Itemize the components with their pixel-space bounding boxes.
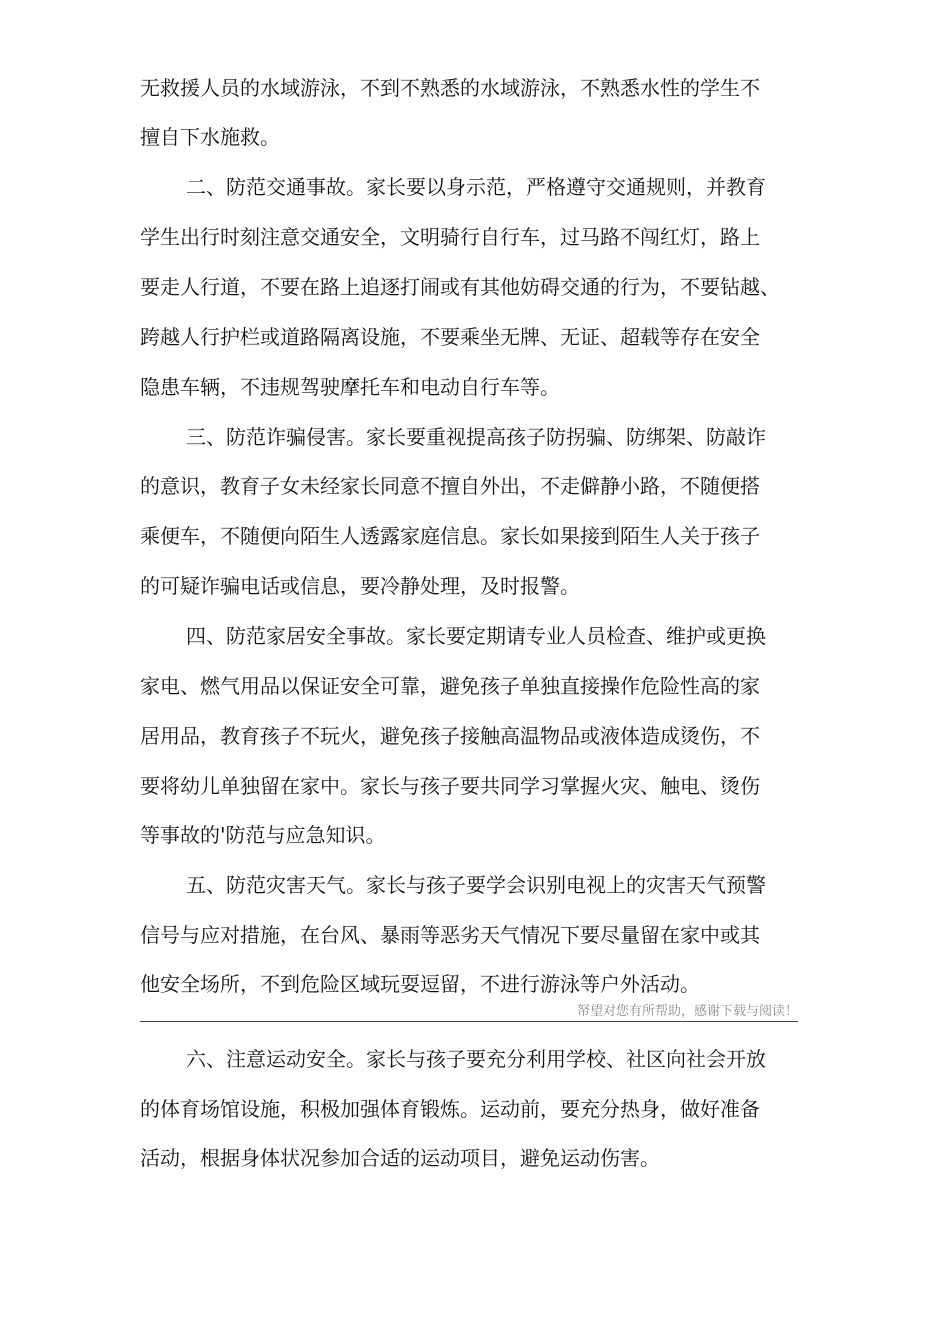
text-line: 四、防范家居安全事故。家长要定期请专业人员检查、维护或更换 [186, 624, 766, 648]
text-line: 无救援人员的水域游泳，不到不熟悉的水域游泳，不熟悉水性的学生不 [140, 76, 760, 100]
text-line: 的体育场馆设施，积极加强体育锻炼。运动前，要充分热身，做好准备 [140, 1097, 760, 1121]
text-line: 的意识，教育子女未经家长同意不擅自外出，不走僻静小路，不随便搭 [140, 474, 760, 498]
text-line: 居用品，教育孩子不玩火，避免孩子接触高温物品或液体造成烫伤，不 [140, 724, 760, 748]
text-line: 的可疑诈骗电话或信息，要冷静处理，及时报警。 [140, 574, 580, 598]
text-line: 隐患车辆，不违规驾驶摩托车和电动自行车等。 [140, 375, 560, 399]
text-line: 要走人行道，不要在路上追逐打闹或有其他妨碍交通的行为，不要钻越、 [140, 275, 780, 299]
text-line: 三、防范诈骗侵害。家长要重视提高孩子防拐骗、防绑架、防敲诈 [186, 425, 766, 449]
footer-note: 帑望对您有所帮助，感谢下载与阅读！ [576, 1004, 798, 1019]
text-line: 六、注意运动安全。家长与孩子要充分利用学校、社区向社会开放 [186, 1047, 766, 1071]
text-line: 要将幼儿单独留在家中。家长与孩子要共同学习掌握火灾、触电、烫伤 [140, 774, 760, 798]
text-line: 信号与应对措施，在台风、暴雨等恶劣天气情况下要尽量留在家中或其 [140, 923, 760, 947]
text-line: 活动，根据身体状况参加合适的运动项目，避免运动伤害。 [140, 1146, 660, 1170]
text-line: 家电、燃气用品以保证安全可靠，避免孩子单独直接操作危险性高的家 [140, 674, 760, 698]
text-line: 等事故的'防范与应急知识。 [140, 823, 386, 847]
footer-divider [140, 1021, 798, 1022]
text-line: 跨越人行护栏或道路隔离设施，不要乘坐无牌、无证、超载等存在安全 [140, 325, 760, 349]
text-line: 学生出行时刻注意交通安全，文明骑行自行车，过马路不闯红灯，路上 [140, 225, 760, 249]
text-line: 擅自下水施救。 [140, 125, 280, 149]
text-line: 五、防范灾害天气。家长与孩子要学会识别电视上的灾害天气预警 [186, 873, 766, 897]
text-line: 乘便车，不随便向陌生人透露家庭信息。家长如果接到陌生人关于孩子 [140, 524, 760, 548]
text-line: 二、防范交通事故。家长要以身示范，严格遵守交通规则，并教育 [186, 175, 766, 199]
text-line: 他安全场所，不到危险区域玩耍逗留，不进行游泳等户外活动。 [140, 972, 700, 996]
